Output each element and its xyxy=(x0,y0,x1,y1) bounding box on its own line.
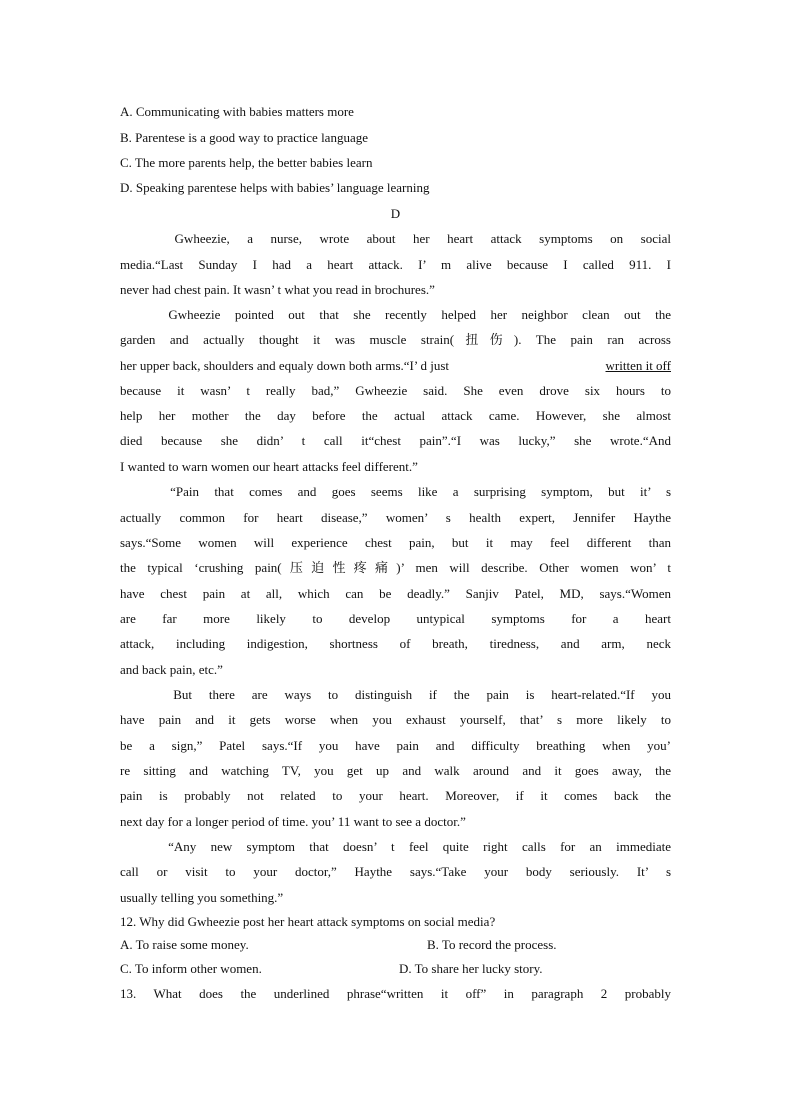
passage-line: attack, including indigestion, shortness of breath, tiredness, and arm, neck xyxy=(120,636,671,651)
passage-line: help her mother the day before the actual attack came. However, she almost xyxy=(120,408,671,423)
question-12-stem: 12. Why did Gwheezie post her heart attack symptoms on social media? xyxy=(120,914,496,929)
q12-option-b: B. To record the process. xyxy=(427,937,557,952)
passage-text: her upper back, shoulders and equaly down both arms.“I’ d just xyxy=(120,358,453,373)
passage-line: usually telling you something.” xyxy=(120,890,284,905)
question-13-stem: 13. What does the underlined phrase“written it off” in paragraph 2 probably xyxy=(120,986,671,1001)
q12-option-c: C. To inform other women. xyxy=(120,961,262,976)
option-d: D. Speaking parentese helps with babies’ language learning xyxy=(120,180,430,195)
underlined-phrase: written it off xyxy=(605,358,671,373)
passage-line: have chest pain at all, which can be deadly.” Sanjiv Patel, MD, says.“Women xyxy=(120,586,671,601)
passage-line: But there are ways to distinguish if the pain is heart-related.“If you xyxy=(120,687,671,702)
passage-line: because it wasn’ t really bad,” Gwheezie said. She even drove six hours to xyxy=(120,383,671,398)
option-b: B. Parentese is a good way to practice language xyxy=(120,130,368,145)
option-a: A. Communicating with babies matters more xyxy=(120,104,354,119)
passage-line: re sitting and watching TV, you get up and walk around and it goes away, the xyxy=(120,763,671,778)
passage-line: are far more likely to develop untypical symptoms for a heart xyxy=(120,611,671,626)
passage-line: garden and actually thought it was muscle strain(扭伤). The pain ran across xyxy=(120,332,671,347)
passage-line: media.“Last Sunday I had a heart attack. I’ m alive because I called 911. I xyxy=(120,257,671,272)
passage-line: actually common for heart disease,” women’ s health expert, Jennifer Haythe xyxy=(120,510,671,525)
section-label: D xyxy=(390,206,401,221)
q12-option-d: D. To share her lucky story. xyxy=(399,961,543,976)
passage-line: says.“Some women will experience chest pain, but it may feel different than xyxy=(120,535,671,550)
passage-line: next day for a longer period of time. you’ 11 want to see a doctor.” xyxy=(120,814,466,829)
passage-line: Gwheezie, a nurse, wrote about her heart attack symptoms on social xyxy=(120,231,671,246)
passage-line: call or visit to your doctor,” Haythe says.“Take your body seriously. It’ s xyxy=(120,864,671,879)
q12-option-a: A. To raise some money. xyxy=(120,937,249,952)
passage-line: never had chest pain. It wasn’ t what you read in brochures.” xyxy=(120,282,435,297)
passage-line: “Pain that comes and goes seems like a surprising symptom, but it’ s xyxy=(120,484,671,499)
passage-line: the typical ‘crushing pain(压迫性疼痛)’ men will describe. Other women won’ t xyxy=(120,560,671,575)
passage-line: “Any new symptom that doesn’ t feel quite right calls for an immediate xyxy=(120,839,671,854)
option-c: C. The more parents help, the better babies learn xyxy=(120,155,373,170)
passage-line: have pain and it gets worse when you exhaust yourself, that’ s more likely to xyxy=(120,712,671,727)
passage-line: died because she didn’ t call it“chest pain”.“I was lucky,” she wrote.“And xyxy=(120,433,671,448)
passage-line xyxy=(120,357,671,375)
passage-line: pain is probably not related to your heart. Moreover, if it comes back the xyxy=(120,788,671,803)
passage-line: I wanted to warn women our heart attacks feel different.” xyxy=(120,459,418,474)
passage-line: be a sign,” Patel says.“If you have pain and difficulty breathing when you’ xyxy=(120,738,671,753)
passage-line: Gwheezie pointed out that she recently helped her neighbor clean out the xyxy=(120,307,671,322)
passage-line: and back pain, etc.” xyxy=(120,662,223,677)
